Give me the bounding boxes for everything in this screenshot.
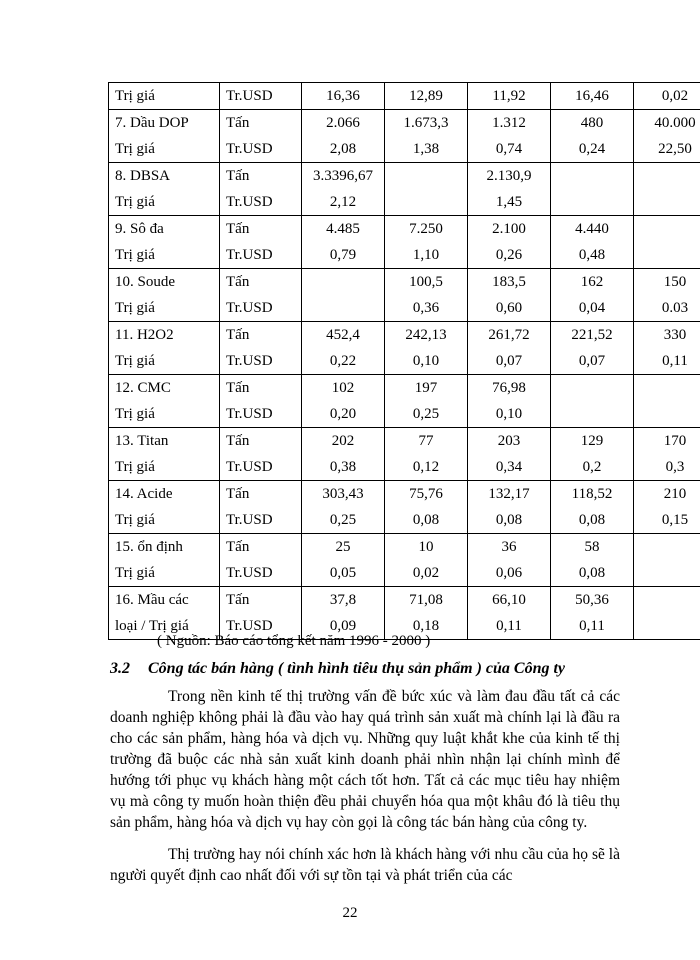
cell-line [640,242,700,268]
cell-line: Tấn [226,327,250,343]
cell-line: 75,76 [409,486,443,502]
cell-line: 202 [331,433,355,449]
cell-line: Trị giá [115,353,155,369]
table-cell-v4 [551,375,634,428]
table-cell-name [109,587,220,640]
cell-line: Trị giá [115,300,155,316]
paragraph-1-text: Trong nền kinh tế thị trường vấn đề bức xúc và làm đau đầu tất cả các doanh nghiệp không phải là đầu vào hay quá trình sản xuất mà chính lại là đầu ra cho các sản phẩm, hàng hóa và dịch vụ. Những quy luật khắt khe của kinh tế thị trường đã buộc các nhà sản xuất kinh doanh phải nhìn nhận lại chính mình để hướng tới phục vụ khách hàng một cách tốt hơn. Tất cả các mục tiêu hay nhiệm vụ mà công ty muốn hoàn thiện đều phải chuyển hóa qua một khâu đó là tiêu thụ sản phẩm, hàng hóa và dịch vụ hay còn gọi là công tác bán hàng của công ty. [110,688,620,831]
table-cell-name [109,216,220,269]
table-cell-v5 [634,534,700,587]
cell-line [640,216,700,242]
cell-line: 50,36 [575,592,609,608]
cell-line [640,613,700,639]
cell-line: 11. H2O2 [115,327,174,343]
cell-line: Tr.USD [226,194,273,210]
cell-line: 0,11 [579,618,605,634]
cell-line [557,189,627,215]
cell-line: 0,2 [582,459,602,475]
table-cell-v5 [634,322,700,375]
table-cell-v1 [302,110,385,163]
table-cell-v5 [634,110,700,163]
table-row [109,216,700,269]
cell-line: Trị giá [115,141,155,157]
cell-line [391,189,461,215]
table-cell-v1 [302,83,385,110]
cell-line: 0,02 [661,88,689,104]
cell-line: 102 [331,380,355,396]
cell-line: 16,36 [326,88,360,104]
cell-line: 0,09 [329,618,357,634]
cell-line: 132,17 [488,486,530,502]
cell-line: 1,45 [495,194,523,210]
cell-line: Tr.USD [226,406,273,422]
table-cell-v2 [385,83,468,110]
cell-line: 242,13 [405,327,447,343]
cell-line: 0,74 [495,141,523,157]
cell-line: Tr.USD [226,353,273,369]
table-cell-name [109,269,220,322]
cell-line: 16,46 [575,88,609,104]
cell-line: 15. ổn định [115,539,183,555]
table-cell-unit [220,269,302,322]
cell-line: 2.100 [492,221,526,237]
cell-line: 118,52 [571,486,613,502]
cell-line: 4.485 [326,221,360,237]
cell-line: 0,24 [578,141,606,157]
table-cell-unit [220,163,302,216]
table-cell-v1 [302,481,385,534]
cell-line: 0,25 [329,512,357,528]
cell-line: 0,02 [412,565,440,581]
cell-line: 0,11 [662,353,688,369]
table-cell-v1 [302,163,385,216]
cell-line: 2.130,9 [486,168,532,184]
table-cell-v2 [385,587,468,640]
table-cell-v1 [302,269,385,322]
table-cell-v2 [385,269,468,322]
cell-line: Tấn [226,115,250,131]
cell-line: 7. Dầu DOP [115,115,189,131]
table-row [109,587,700,640]
table-row [109,163,700,216]
table-cell-v3 [468,110,551,163]
cell-line: Trị giá [115,247,155,263]
cell-line: Tấn [226,380,250,396]
table-cell-v4 [551,322,634,375]
cell-line: 1.673,3 [403,115,449,131]
table-cell-v3 [468,322,551,375]
cell-line: 0,20 [329,406,357,422]
cell-line: 14. Acide [115,486,173,502]
cell-line: 7.250 [409,221,443,237]
cell-line: 0,04 [578,300,606,316]
cell-line: 0,26 [495,247,523,263]
table-cell-v3 [468,534,551,587]
cell-line: 40.000 [654,115,696,131]
cell-line: 0,08 [495,512,523,528]
cell-line: Tr.USD [226,300,273,316]
table-row [109,269,700,322]
cell-line: 12,89 [409,88,443,104]
cell-line [640,560,700,586]
cell-line: Tr.USD [226,512,273,528]
cell-line: 170 [663,433,687,449]
section-heading [110,660,565,678]
table-cell-v5 [634,163,700,216]
table-cell-v3 [468,375,551,428]
cell-line: Tr.USD [226,141,273,157]
table-cell-v4 [551,83,634,110]
cell-line: Trị giá [115,88,155,104]
cell-line: Tr.USD [226,565,273,581]
cell-line: 0,05 [329,565,357,581]
section-title: Công tác bán hàng ( tình hình tiêu thụ sản phẩm ) của Công ty [148,660,566,677]
cell-line: 221,52 [571,327,613,343]
cell-line: 480 [580,115,604,131]
table-cell-unit [220,216,302,269]
table-cell-v1 [302,322,385,375]
cell-line: 0,06 [495,565,523,581]
cell-line: 452,4 [326,327,360,343]
table-cell-unit [220,322,302,375]
cell-line: 8. DBSA [115,168,171,184]
cell-line: 197 [414,380,438,396]
cell-line: 1.312 [492,115,526,131]
cell-line: 0,60 [495,300,523,316]
cell-line: loại / Trị giá [115,618,189,634]
section-number: 3.2 [110,660,130,677]
cell-line: Tấn [226,592,250,608]
table-cell-unit [220,481,302,534]
paragraph-2 [110,844,620,886]
cell-line: 0,22 [329,353,357,369]
table-cell-v2 [385,428,468,481]
cell-line: 183,5 [492,274,526,290]
table-cell-v4 [551,587,634,640]
cell-line: 16. Mầu các [115,592,189,608]
cell-line: 2,12 [329,194,357,210]
cell-line: 0,08 [412,512,440,528]
cell-line: 22,50 [658,141,692,157]
cell-line: 0,36 [412,300,440,316]
cell-line: Tr.USD [226,88,273,104]
table-cell-v5 [634,481,700,534]
cell-line [640,163,700,189]
table-cell-v2 [385,322,468,375]
cell-line: 36 [501,539,517,555]
table-row [109,428,700,481]
cell-line: 1,38 [412,141,440,157]
paragraph-1 [110,686,620,833]
cell-line: 0,12 [412,459,440,475]
cell-line: Trị giá [115,565,155,581]
cell-line: Tấn [226,168,250,184]
table-cell-unit [220,375,302,428]
cell-line: 66,10 [492,592,526,608]
cell-line: Tấn [226,539,250,555]
table-row [109,534,700,587]
cell-line: Tr.USD [226,459,273,475]
table-cell-name [109,428,220,481]
cell-line: 58 [584,539,600,555]
table-cell-v4 [551,110,634,163]
table-cell-name [109,110,220,163]
table-row [109,110,700,163]
cell-line: Tấn [226,274,250,290]
table-cell-v3 [468,163,551,216]
export-data-table [108,82,700,640]
cell-line: Trị giá [115,194,155,210]
cell-line [640,375,700,401]
cell-line: 0,25 [412,406,440,422]
table-cell-v3 [468,587,551,640]
table-cell-v2 [385,110,468,163]
cell-line: 71,08 [409,592,443,608]
table-cell-v4 [551,428,634,481]
cell-line: 0,10 [412,353,440,369]
table-cell-v5 [634,216,700,269]
table-cell-v3 [468,83,551,110]
table-cell-v3 [468,269,551,322]
cell-line: 0,79 [329,247,357,263]
cell-line: 0,18 [412,618,440,634]
cell-line: 0,08 [578,565,606,581]
table-cell-unit [220,534,302,587]
cell-line: 129 [580,433,604,449]
cell-line: 150 [663,274,687,290]
table-cell-v4 [551,534,634,587]
table-cell-v2 [385,163,468,216]
cell-line [391,163,461,189]
cell-line: Trị giá [115,512,155,528]
cell-line: Tấn [226,486,250,502]
table-cell-v5 [634,269,700,322]
table-cell-v3 [468,481,551,534]
table-cell-v5 [634,83,700,110]
cell-line [308,269,378,295]
cell-line: 25 [335,539,351,555]
table-cell-v1 [302,428,385,481]
table-cell-v5 [634,375,700,428]
cell-line: 162 [580,274,604,290]
table-row [109,322,700,375]
cell-line: Tr.USD [226,247,273,263]
cell-line: Trị giá [115,459,155,475]
table-row [109,83,700,110]
cell-line: 100,5 [409,274,443,290]
table-cell-v3 [468,428,551,481]
cell-line: 2,08 [329,141,357,157]
table-cell-unit [220,587,302,640]
cell-line [640,401,700,427]
cell-line: 76,98 [492,380,526,396]
table-cell-name [109,534,220,587]
table-cell-name [109,375,220,428]
table-cell-unit [220,83,302,110]
cell-line: 9. Sô đa [115,221,164,237]
table-cell-name [109,163,220,216]
cell-line: 1,10 [412,247,440,263]
table-row [109,375,700,428]
table-cell-v5 [634,428,700,481]
cell-line: 0,11 [496,618,522,634]
cell-line: 261,72 [488,327,530,343]
cell-line: 303,43 [322,486,364,502]
table-cell-name [109,481,220,534]
cell-line: 0,10 [495,406,523,422]
cell-line [640,534,700,560]
cell-line: Tr.USD [226,618,273,634]
cell-line: 13. Titan [115,433,169,449]
cell-line: 0,38 [329,459,357,475]
table-cell-v1 [302,216,385,269]
cell-line: 37,8 [329,592,357,608]
cell-line [640,587,700,613]
cell-line [308,295,378,321]
cell-line: Tấn [226,433,250,449]
table-cell-v4 [551,163,634,216]
table-cell-v5 [634,587,700,640]
cell-line: 210 [663,486,687,502]
table-source-note: ( Nguồn: Báo cáo tổng kết năm 1996 - 2000 ) [157,633,431,649]
cell-line: 0,3 [665,459,685,475]
table-cell-unit [220,110,302,163]
cell-line: 3.3396,67 [313,168,373,184]
table-cell-v1 [302,375,385,428]
cell-line: 12. CMC [115,380,171,396]
cell-line: 0,34 [495,459,523,475]
cell-line: 203 [497,433,521,449]
table-cell-v3 [468,216,551,269]
cell-line: Tấn [226,221,250,237]
table-cell-v4 [551,481,634,534]
cell-line: 0,07 [495,353,523,369]
cell-line: 0,08 [578,512,606,528]
table-cell-v1 [302,534,385,587]
page-number: 22 [342,905,358,921]
cell-line: 4.440 [575,221,609,237]
cell-line [557,375,627,401]
cell-line: 0.03 [661,300,689,316]
table-cell-v1 [302,587,385,640]
cell-line [640,189,700,215]
table-cell-unit [220,428,302,481]
table-row [109,481,700,534]
cell-line: 2.066 [326,115,360,131]
cell-line: 0,15 [661,512,689,528]
cell-line: 0,07 [578,353,606,369]
cell-line: 77 [418,433,434,449]
cell-line: 330 [663,327,687,343]
cell-line: Trị giá [115,406,155,422]
cell-line: 11,92 [492,88,526,104]
table-cell-v4 [551,269,634,322]
table-cell-v2 [385,375,468,428]
table-cell-v2 [385,481,468,534]
table-cell-name [109,83,220,110]
table-cell-name [109,322,220,375]
cell-line: 10 [418,539,434,555]
table-cell-v2 [385,216,468,269]
cell-line [557,401,627,427]
paragraph-2-text: Thị trường hay nói chính xác hơn là khách hàng với nhu cầu của họ sẽ là người quyết định cao nhất đối với sự tồn tại và phát triển của các [110,846,620,884]
cell-line: 10. Soude [115,274,175,290]
table-cell-v4 [551,216,634,269]
table-cell-v2 [385,534,468,587]
cell-line: 0,48 [578,247,606,263]
cell-line [557,163,627,189]
